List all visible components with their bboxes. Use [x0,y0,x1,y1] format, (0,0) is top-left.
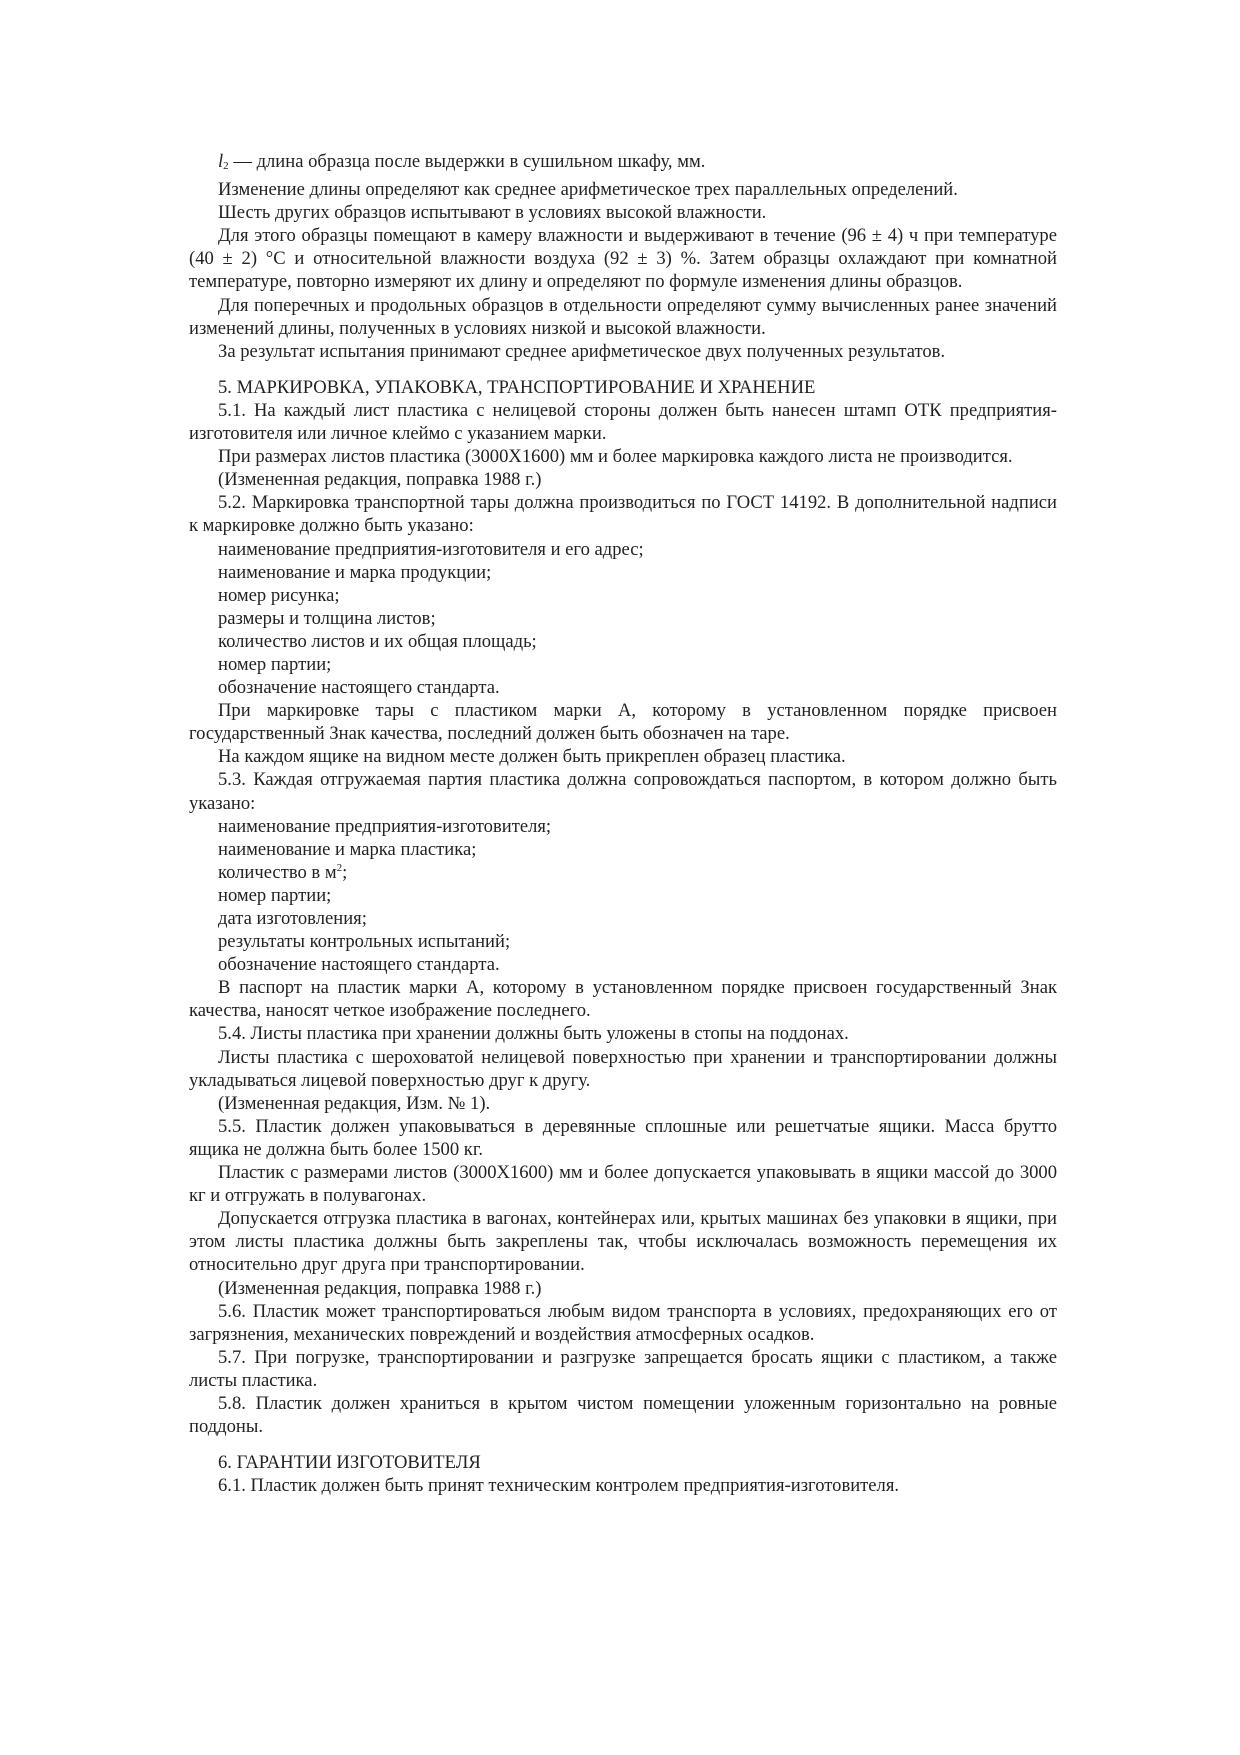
clause-5-8: 5.8. Пластик должен храниться в крытом чистом помещении уложенным горизонтально на ровные поддоны. [189,1392,1057,1438]
list-item: размеры и толщина листов; [218,607,436,629]
list-item: наименование и марка пластика; [218,838,477,860]
list-item: наименование и марка продукции; [218,561,492,583]
list-item-text: количество в м [218,861,337,883]
paragraph: На каждом ящике на видном месте должен быть прикреплен образец пластика. [218,746,846,768]
section-5-heading: 5. МАРКИРОВКА, УПАКОВКА, ТРАНСПОРТИРОВАНИЕ И ХРАНЕНИЕ [218,376,816,398]
revision-note: (Измененная редакция, поправка 1988 г.) [218,469,542,491]
paragraph: Листы пластика с шероховатой нелицевой поверхностью при хранении и транспортировании должны укладываться лицевой поверхностью друг к другу. [189,1046,1057,1091]
clause-5-3: 5.3. Каждая отгружаемая партия пластика должна сопровождаться паспортом, в котором должно быть указано: [189,769,1057,814]
clause-5-2: 5.2. Маркировка транспортной тары должна производиться по ГОСТ 14192. В дополнительной надписи к маркировке должно быть указано: [189,492,1057,537]
list-item: номер рисунка; [218,584,340,606]
section-spacer [189,1438,1057,1451]
list-item: обозначение настоящего стандарта. [218,677,500,699]
paragraph: В паспорт на пластик марки А, которому в установленном порядке присвоен государственный Знак качества, наносят четкое изображение последнего. [189,977,1057,1022]
revision-note: (Измененная редакция, поправка 1988 г.) [218,1277,542,1299]
section-6-heading: 6. ГАРАНТИИ ИЗГОТОВИТЕЛЯ [218,1452,481,1474]
l2-definition-text: — длина образца после выдержки в сушильном шкафу, мм. [228,151,706,172]
paragraph: За результат испытания принимают среднее арифметическое двух полученных результатов. [218,340,946,362]
clause-5-7: 5.7. При погрузке, транспортировании и разгрузке запрещается бросать ящики с пластиком, а также листы пластика. [189,1346,1057,1391]
list-item: количество листов и их общая площадь; [218,630,537,652]
clause-5-4: 5.4. Листы пластика при хранении должны быть уложены в стопы на поддонах. [218,1023,849,1045]
l2-symbol: l [218,151,224,172]
list-item: номер партии; [218,884,332,906]
list-item: обозначение настоящего стандарта. [218,954,500,976]
paragraph: Шесть других образцов испытывают в условиях высокой влажности. [218,202,767,224]
document-page [189,150,1057,1497]
section-spacer [189,363,1057,376]
l2-definition [189,150,1057,178]
list-item [189,861,1057,884]
paragraph: Изменение длины определяют как среднее арифметическое трех параллельных определений. [218,179,958,201]
clause-5-5: 5.5. Пластик должен упаковываться в деревянные сплошные или решетчатые ящики. Масса брутто ящика не должна быть более 1500 кг. [189,1115,1057,1160]
list-item: номер партии; [218,653,332,675]
list-item: результаты контрольных испытаний; [218,931,511,953]
clause-5-6: 5.6. Пластик может транспортироваться любым видом транспорта в условиях, предохраняющих его от загрязнения, механических повреждений и воздействия атмосферных осадков. [189,1300,1057,1345]
list-item: наименование предприятия-изготовителя; [218,815,552,837]
paragraph: Допускается отгрузка пластика в вагонах, контейнерах или, крытых машинах без упаковки в ящики, при этом листы пластика должны быть закреплены так, чтобы исключалась возможность перемещения их относительно друг друга при транспортировании. [189,1208,1057,1276]
paragraph: Для этого образцы помещают в камеру влажности и выдерживают в течение (96 ± 4) ч при температуре (40 ± 2) °С и относительной влажности воздуха (92 ± 3) %. Затем образцы охлаждают при комнатной температуре, повторно измеряют их длину и определяют по формуле изменения длины образцов. [189,225,1057,293]
paragraph: Пластик с размерами листов (3000Х1600) мм и более допускается упаковывать в ящики массой до 3000 кг и отгружать в полувагонах. [189,1162,1057,1207]
l2-subscript: 2 [223,160,229,172]
paragraph: При маркировке тары с пластиком марки А, которому в установленном порядке присвоен государственный Знак качества, последний должен быть обозначен на таре. [189,700,1057,745]
list-item: дата изготовления; [218,908,367,929]
list-item-text: ; [342,861,348,883]
clause-6-1: 6.1. Пластик должен быть принят техническим контролем предприятия-изготовителя. [218,1475,900,1497]
list-item: наименование предприятия-изготовителя и его адрес; [218,538,644,560]
paragraph: При размерах листов пластика (3000Х1600) мм и более маркировка каждого листа не производится. [218,446,1013,468]
paragraph: Для поперечных и продольных образцов в отдельности определяют сумму вычисленных ранее значений изменений длины, полученных в условиях низкой и высокой влажности. [189,294,1057,339]
revision-note: (Измененная редакция, Изм. № 1). [218,1092,491,1114]
superscript: 2 [336,861,343,874]
clause-5-1: 5.1. На каждый лист пластика с нелицевой стороны должен быть нанесен штамп ОТК предприятия-изготовителя или личное клеймо с указанием марки. [189,399,1057,445]
